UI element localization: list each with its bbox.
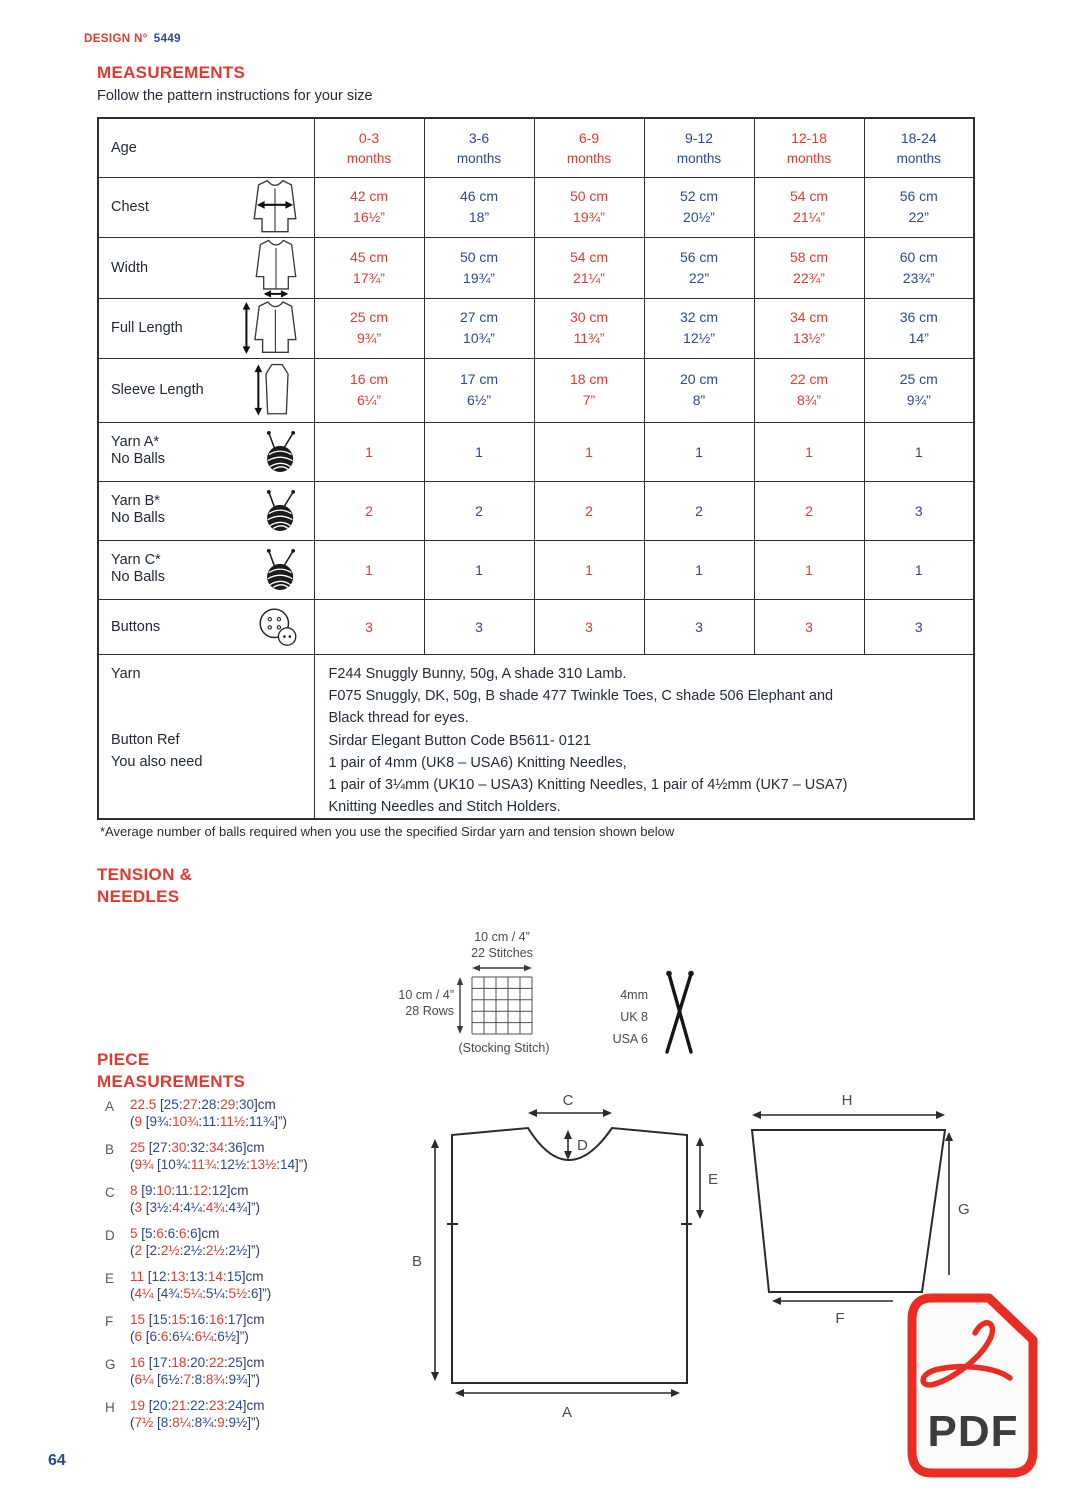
row-label-cell [98, 237, 314, 298]
measurement-cell: 50 cm 19¾” [424, 237, 534, 298]
piece-cm-line: 8 [9:10:11:12:12]cm [130, 1183, 249, 1198]
stitch-grid [472, 977, 532, 1034]
measurement-cell: 46 cm 18” [424, 177, 534, 237]
count-cell: 3 [534, 599, 644, 654]
needle-uk-label: UK 8 [620, 1010, 648, 1024]
info-label-cell [98, 654, 314, 819]
measurement-cell: 22 cm 8¾” [754, 358, 864, 422]
measurement-row [98, 358, 974, 422]
needle-mm-label: 4mm [620, 988, 648, 1002]
yarn-ball-icon [261, 489, 301, 533]
piece-cm-line: 22.5 [25:27:28:29:30]cm [130, 1097, 276, 1112]
yarn-detail-line: F244 Snuggly Bunny, 50g, A shade 310 Lamb. [328, 665, 627, 682]
count-cell: 1 [864, 540, 974, 599]
buttons-icon [255, 606, 301, 648]
piece-inch-line: (9 [9¾:10¾:11:11½:11¾]”) [130, 1114, 287, 1129]
piece-measurement-item [105, 1354, 405, 1397]
row-label: Buttons [111, 618, 161, 635]
piece-cm-line: 16 [17:18:20:22:25]cm [130, 1355, 265, 1370]
row-label: Yarn A* No Balls [111, 434, 165, 467]
also-need-line: 1 pair of 3¼mm (UK10 – USA3) Knitting Needles, 1 pair of 4½mm (UK7 – USA7) [328, 776, 848, 793]
design-number-value: 5449 [153, 33, 181, 45]
count-row [98, 540, 974, 599]
pdf-icon[interactable] [905, 1291, 1042, 1481]
count-cell: 1 [754, 540, 864, 599]
piece-measurements-title: PIECE MEASUREMENTS [97, 1050, 246, 1091]
row-label: Chest [111, 199, 149, 215]
pdf-label: PDF [927, 1407, 1019, 1456]
measurement-cell: 52 cm 20½” [644, 177, 754, 237]
row-label: Sleeve Length [111, 382, 204, 398]
row-label-cell [98, 358, 314, 422]
measurement-cell: 56 cm 22” [644, 237, 754, 298]
dim-label-f: F [835, 1310, 845, 1327]
row-label-cell [98, 422, 314, 481]
piece-cm-line: 25 [27:30:32:34:36]cm [130, 1140, 265, 1155]
piece-letter: F [105, 1314, 114, 1329]
count-cell: 3 [754, 599, 864, 654]
piece-inch-line: (6 [6:6:6¼:6¼:6½]”) [130, 1329, 249, 1344]
measurement-cell: 17 cm 6½” [424, 358, 534, 422]
cardigan-chest-width-icon [249, 178, 301, 236]
count-cell: 1 [644, 422, 754, 481]
row-label: Yarn C* No Balls [111, 552, 165, 585]
count-cell: 2 [644, 481, 754, 540]
dim-label-g: G [958, 1201, 970, 1218]
measurement-cell: 54 cm 21¼” [534, 237, 644, 298]
piece-measurement-item [105, 1268, 405, 1311]
needle-size-labels [588, 984, 648, 1050]
count-cell: 1 [424, 540, 534, 599]
piece-inch-line: (9¾ [10¾:11¾:12½:13½:14]”) [130, 1157, 308, 1172]
yarn-detail-line: F075 Snuggly, DK, 50g, B shade 477 Twinkle Toes, C shade 506 Elephant and [328, 687, 834, 704]
tension-rows-label: 10 cm / 4” 28 Rows [398, 988, 454, 1018]
piece-letter: H [105, 1400, 115, 1415]
dim-label-c: C [562, 1092, 574, 1109]
measurement-cell: 16 cm 6¼” [314, 358, 424, 422]
yarn-label: Yarn [111, 665, 141, 682]
measurement-cell: 42 cm 16½” [314, 177, 424, 237]
count-row [98, 481, 974, 540]
row-label: Width [111, 259, 149, 276]
piece-letter: G [105, 1357, 116, 1372]
piece-measurements-list [105, 1096, 405, 1440]
age-cell: 18-24 months [864, 118, 974, 177]
also-need-label: You also need [111, 753, 203, 770]
age-label-cell [98, 118, 314, 177]
crossed-needles-icon [653, 969, 701, 1055]
page-number: 64 [48, 1452, 66, 1469]
balls-footnote: *Average number of balls required when you use the specified Sirdar yarn and tension shown below [100, 824, 675, 839]
measurement-cell: 36 cm 14” [864, 298, 974, 358]
count-cell: 1 [754, 422, 864, 481]
cardigan-hem-width-icon [251, 238, 301, 298]
piece-letter: B [105, 1142, 115, 1157]
row-label-cell [98, 298, 314, 358]
info-text-cell [314, 654, 974, 819]
count-cell: 3 [314, 599, 424, 654]
count-cell: 2 [534, 481, 644, 540]
piece-cm-line: 5 [5:6:6:6:6]cm [130, 1226, 220, 1241]
measurement-cell: 20 cm 8” [644, 358, 754, 422]
measurements-subtitle: Follow the pattern instructions for your size [97, 88, 373, 104]
measurement-cell: 27 cm 10¾” [424, 298, 534, 358]
measurement-cell: 32 cm 12½” [644, 298, 754, 358]
count-cell: 3 [424, 599, 534, 654]
count-cell: 2 [754, 481, 864, 540]
piece-inch-line: (3 [3½:4:4¼:4¾:4¾]”) [130, 1200, 260, 1215]
stocking-stitch-label: (Stocking Stitch) [458, 1041, 550, 1055]
needle-usa-label: USA 6 [612, 1032, 648, 1046]
count-cell: 1 [534, 422, 644, 481]
measurement-row [98, 237, 974, 298]
measurements-title: MEASUREMENTS [97, 63, 246, 82]
age-cell: 9-12 months [644, 118, 754, 177]
piece-measurement-item [105, 1311, 405, 1354]
yarn-info-row [98, 654, 974, 819]
piece-measurement-item [105, 1139, 405, 1182]
piece-cm-line: 11 [12:13:13:14:15]cm [130, 1269, 264, 1284]
measurements-table [97, 117, 975, 820]
piece-inch-line: (7½ [8:8¼:8¾:9:9½]”) [130, 1415, 260, 1430]
count-cell: 1 [864, 422, 974, 481]
row-label-cell [98, 481, 314, 540]
dim-label-a: A [561, 1404, 573, 1421]
count-row [98, 422, 974, 481]
dim-label-b: B [411, 1253, 423, 1270]
piece-measurement-item [105, 1397, 405, 1440]
count-cell: 1 [534, 540, 644, 599]
piece-inch-line: (4¼ [4¾:5¼:5¼:5½:6]”) [130, 1286, 272, 1301]
measurement-cell: 34 cm 13½” [754, 298, 864, 358]
piece-cm-line: 15 [15:15:16:16:17]cm [130, 1312, 265, 1327]
row-label-cell [98, 540, 314, 599]
count-cell: 1 [644, 540, 754, 599]
age-cell: 12-18 months [754, 118, 864, 177]
measurement-cell: 58 cm 22¾” [754, 237, 864, 298]
tension-needles-title: TENSION & NEEDLES [97, 865, 193, 906]
measurement-cell: 25 cm 9¾” [314, 298, 424, 358]
tension-width-label: 10 cm / 4” 22 Stitches [471, 930, 533, 960]
measurement-cell: 60 cm 23¾” [864, 237, 974, 298]
measurements-table-body [98, 118, 974, 819]
count-cell: 3 [864, 481, 974, 540]
piece-measurement-item [105, 1096, 405, 1139]
count-cell: 2 [424, 481, 534, 540]
also-need-line: 1 pair of 4mm (UK8 – USA6) Knitting Needles, [328, 754, 627, 771]
front-back-piece-diagram [395, 1086, 730, 1436]
piece-letter: E [105, 1271, 115, 1286]
yarn-ball-icon [261, 430, 301, 474]
button-ref-label: Button Ref [111, 731, 180, 748]
measurement-row [98, 177, 974, 237]
also-need-line: Sirdar Elegant Button Code B5611- 0121 [328, 732, 592, 749]
measurement-cell: 25 cm 9¾” [864, 358, 974, 422]
measurement-cell: 45 cm 17¾” [314, 237, 424, 298]
age-cell: 0-3 months [314, 118, 424, 177]
age-header-row [98, 118, 974, 177]
count-row [98, 599, 974, 654]
row-label-cell [98, 599, 314, 654]
measurement-cell: 30 cm 11¾” [534, 298, 644, 358]
piece-inch-line: (2 [2:2½:2½:2½:2½]”) [130, 1243, 260, 1258]
piece-letter: C [105, 1185, 115, 1200]
age-cell: 3-6 months [424, 118, 534, 177]
piece-inch-line: (6¼ [6½:7:8:8¾:9¾]”) [130, 1372, 260, 1387]
count-cell: 2 [314, 481, 424, 540]
measurement-cell: 54 cm 21¼” [754, 177, 864, 237]
count-cell: 3 [864, 599, 974, 654]
count-cell: 3 [644, 599, 754, 654]
age-cell: 6-9 months [534, 118, 644, 177]
dim-label-e: E [708, 1171, 719, 1188]
measurement-cell: 18 cm 7” [534, 358, 644, 422]
also-need-line: Knitting Needles and Stitch Holders. [328, 798, 561, 815]
row-label: Yarn B* No Balls [111, 493, 165, 526]
piece-letter: D [105, 1228, 115, 1243]
tension-swatch-diagram [448, 960, 560, 1040]
cardigan-length-icon [243, 299, 301, 357]
measurement-cell: 50 cm 19¾” [534, 177, 644, 237]
row-label: Full Length [111, 320, 183, 336]
measurement-row [98, 298, 974, 358]
piece-measurement-item [105, 1225, 405, 1268]
count-cell: 1 [424, 422, 534, 481]
design-number [84, 33, 181, 45]
count-cell: 1 [314, 540, 424, 599]
piece-letter: A [105, 1099, 115, 1114]
yarn-detail-line: Black thread for eyes. [328, 709, 469, 726]
piece-cm-line: 19 [20:21:22:23:24]cm [130, 1398, 265, 1413]
sleeve-length-icon [253, 362, 301, 418]
yarn-ball-icon [261, 548, 301, 592]
count-cell: 1 [314, 422, 424, 481]
dim-label-h: H [841, 1092, 853, 1109]
piece-measurement-item [105, 1182, 405, 1225]
row-label-cell [98, 177, 314, 237]
design-label: DESIGN N° [84, 33, 148, 45]
measurement-cell: 56 cm 22” [864, 177, 974, 237]
age-label: Age [111, 139, 137, 156]
dim-label-d: D [577, 1137, 588, 1154]
